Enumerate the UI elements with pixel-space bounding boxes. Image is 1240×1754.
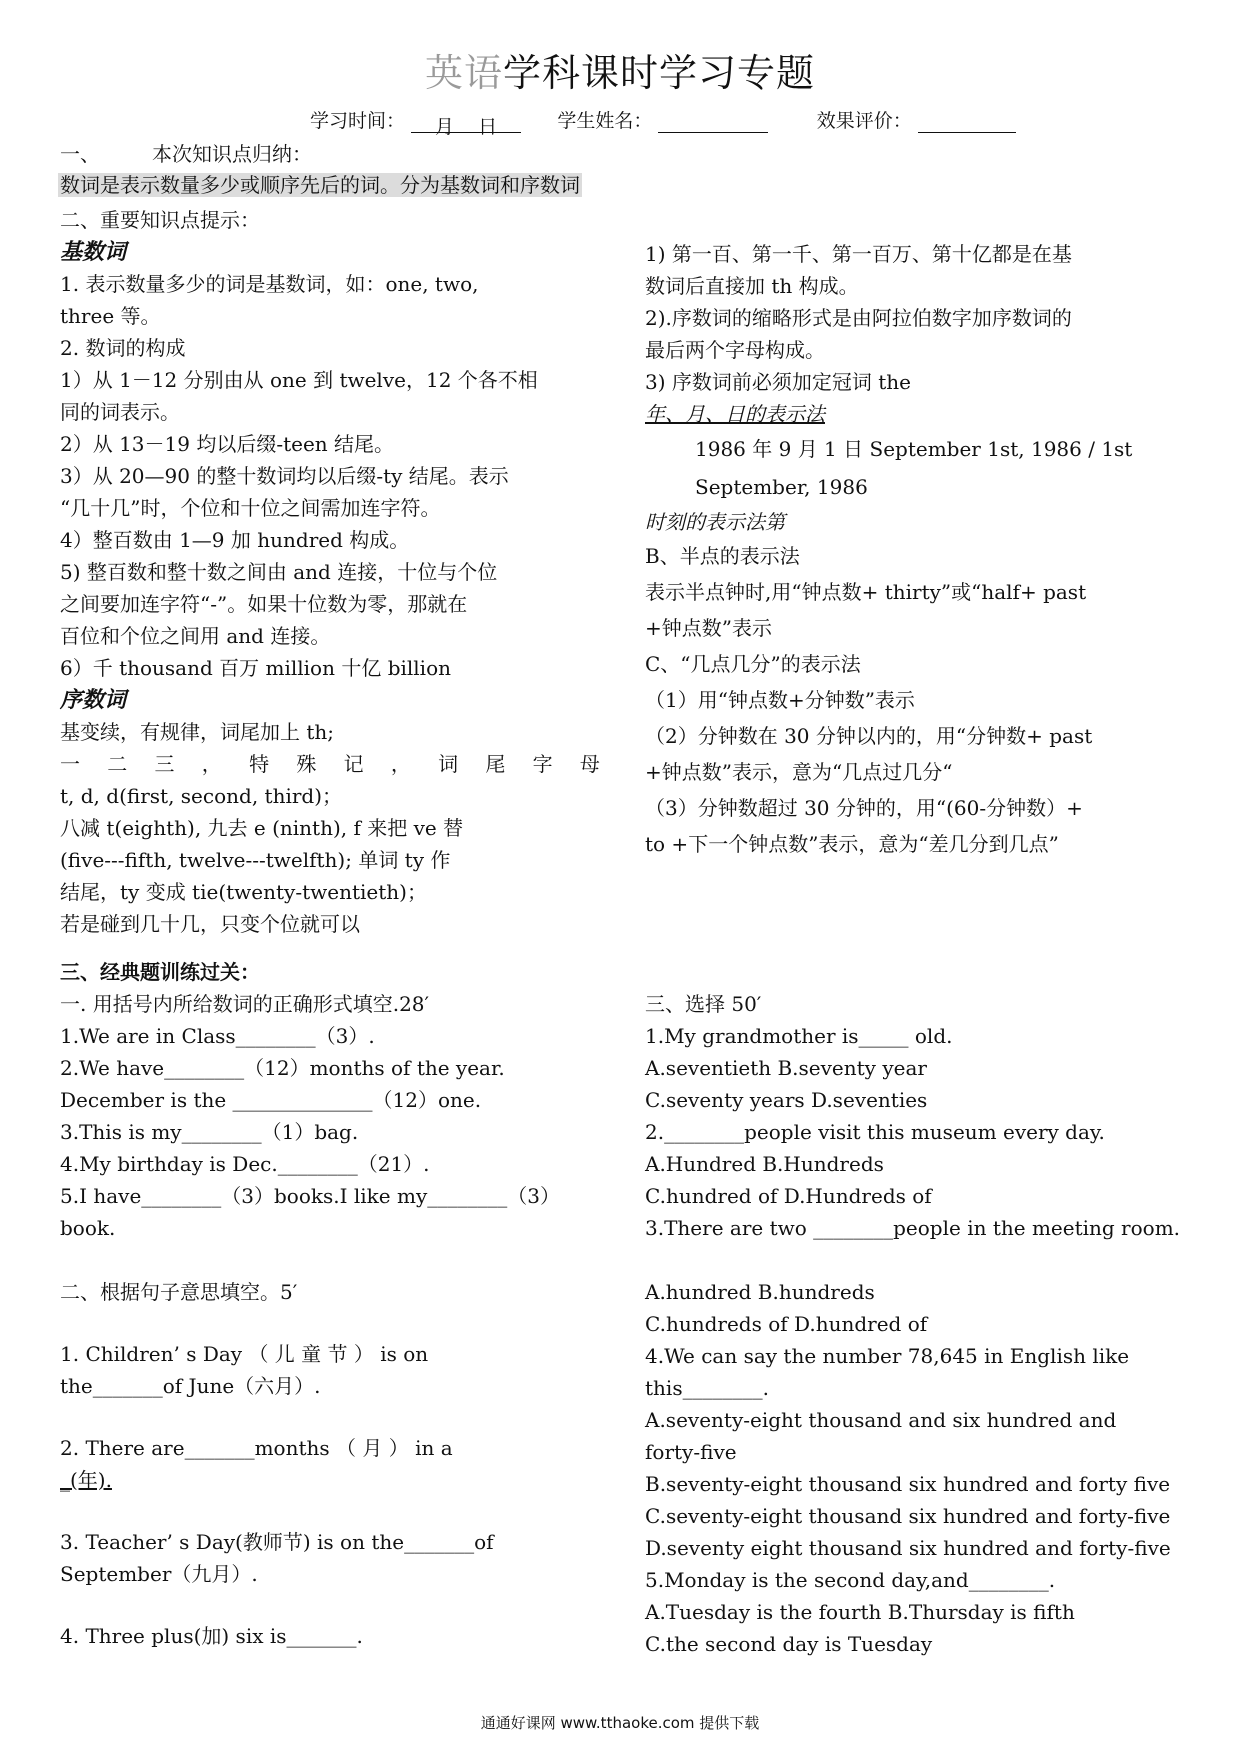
ordinal-rule: 3) 序数词前必须加定冠词 the <box>645 370 911 394</box>
page-title <box>0 42 1240 97</box>
question-text: _(年). <box>60 1468 112 1492</box>
ordinal-line: (five---fifth, twelve---twelfth); 单词 ty 作 <box>60 848 451 872</box>
time-rule: （2）分钟数在 30 分钟以内的，用“分钟数+ past <box>645 724 1093 748</box>
ordinal-rule: 数词后直接加 th 构成。 <box>645 274 859 298</box>
spaced-char: 一 <box>60 752 80 776</box>
choice-line: C.seventy-eight thousand six hundred and forty-five <box>645 1504 1171 1528</box>
time-rule: C、“几点几分”的表示法 <box>645 652 861 676</box>
time-rule: （1）用“钟点数+分钟数”表示 <box>645 688 915 712</box>
question: 3.This is my________（1）bag. <box>60 1120 359 1144</box>
question: 5.I have________（3）books.I like my________（3） <box>60 1184 560 1208</box>
title-rest: 学科课时学习专题 <box>503 51 816 95</box>
ordinal-line: 八减 t(eighth), 九去 e (ninth), f 来把 ve 替 <box>60 816 464 840</box>
cardinal-line: 4）整百数由 1—9 加 hundred 构成。 <box>60 528 410 552</box>
section-1-summary <box>58 169 582 201</box>
month-label: 月 <box>434 116 454 138</box>
exercise-2 <box>60 1276 600 1652</box>
header-info <box>310 106 1016 138</box>
spaced-char: 记 <box>343 752 364 776</box>
cardinal-line: 5) 整百数和整十数之间由 and 连接，十位与个位 <box>60 560 498 584</box>
section-2-heading: 二、重要知识点提示： <box>60 208 260 232</box>
choice-line: forty-five <box>645 1440 737 1464</box>
time-rule: 表示半点钟时,用“钟点数+ thirty”或“half+ past <box>645 580 1087 604</box>
section-1-label: 本次知识点归纳： <box>152 142 312 166</box>
question: December is the ______________（12）one. <box>60 1088 482 1112</box>
cardinal-line: three 等。 <box>60 304 161 328</box>
choice-line: A.seventieth B.seventy year <box>645 1056 927 1080</box>
student-name-field[interactable] <box>658 112 768 133</box>
exercise-2-heading: 二、根据句子意思填空。5′ <box>60 1280 298 1304</box>
eval-field[interactable] <box>918 112 1016 133</box>
title-subject: 英语 <box>424 51 503 95</box>
spaced-char: 二 <box>107 752 128 776</box>
ordinal-line: 基变续，有规律，词尾加上 th; <box>60 720 335 744</box>
cardinal-line: “几十几”时，个位和十位之间需加连字符。 <box>60 496 441 520</box>
choice-line: A.seventy-eight thousand and six hundred and <box>645 1408 1117 1432</box>
spaced-char: 殊 <box>296 752 317 776</box>
date-example: September, 1986 <box>695 475 868 499</box>
choice-line: C.the second day is Tuesday <box>645 1632 933 1656</box>
time-rule: +钟点数”表示 <box>645 616 772 640</box>
question: September（九月）. <box>60 1562 258 1586</box>
ordinal-rule: 2).序数词的缩略形式是由阿拉伯数字加序数词的 <box>645 306 1072 330</box>
day-label: 日 <box>478 116 498 138</box>
time-rule: B、半点的表示法 <box>645 544 800 568</box>
study-time-label: 学习时间： <box>310 110 406 132</box>
cardinal-heading: 基数词 <box>60 239 127 265</box>
right-column <box>645 238 1190 862</box>
spaced-char: 字 <box>532 752 553 776</box>
time-rule: to +下一个钟点数”表示，意为“差几分到几点” <box>645 832 1059 856</box>
choice-line: C.seventy years D.seventies <box>645 1088 928 1112</box>
section-1-heading <box>60 138 312 170</box>
spaced-char: ， <box>201 752 222 776</box>
choice-line: A.hundred B.hundreds <box>645 1280 875 1304</box>
choice-line: 3.There are two ________people in the meeting room. <box>645 1216 1181 1240</box>
choice-line: 4.We can say the number 78,645 in English like <box>645 1344 1130 1368</box>
choice-line: A.Tuesday is the fourth B.Thursday is fifth <box>645 1600 1075 1624</box>
spaced-char: ， <box>390 752 411 776</box>
section-1-num: 一、 <box>60 142 100 166</box>
ordinal-heading: 序数词 <box>60 687 127 713</box>
section-3-heading: 三、经典题训练过关： <box>60 960 260 984</box>
cardinal-line: 同的词表示。 <box>60 400 180 424</box>
question <box>60 1464 600 1496</box>
cardinal-line: 1）从 1－12 分别由从 one 到 twelve，12 个各不相 <box>60 368 538 392</box>
exercise-1 <box>60 988 600 1244</box>
choice-line: B.seventy-eight thousand six hundred and forty five <box>645 1472 1171 1496</box>
ordinal-rule: 最后两个字母构成。 <box>645 338 825 362</box>
question: the_______of June（六月）. <box>60 1374 321 1398</box>
cardinal-line: 2）从 13－19 均以后缀-teen 结尾。 <box>60 432 395 456</box>
choice-line: C.hundreds of D.hundred of <box>645 1312 928 1336</box>
choice-line: D.seventy eight thousand six hundred and forty-five <box>645 1536 1171 1560</box>
cardinal-line: 1. 表示数量多少的词是基数词，如：one, two, <box>60 272 479 296</box>
spaced-char: 三 <box>154 752 175 776</box>
question: 4. Three plus(加) six is_______. <box>60 1624 363 1648</box>
spaced-char: 尾 <box>485 752 506 776</box>
question: 3. Teacher’ s Day(教师节) is on the_______of <box>60 1530 494 1554</box>
choice-line: C.hundred of D.Hundreds of <box>645 1184 932 1208</box>
cardinal-line: 6）千 thousand 百万 million 十亿 billion <box>60 656 452 680</box>
spaced-char: 母 <box>579 752 600 776</box>
date-heading: 年、月、日的表示法 <box>645 402 825 426</box>
student-label: 学生姓名： <box>557 110 653 132</box>
date-example: 1986 年 9 月 1 日 September 1st, 1986 / 1st <box>695 437 1133 461</box>
summary-highlight: 数词是表示数量多少或顺序先后的词。分为基数词和序数词 <box>60 173 580 197</box>
ordinal-line: 若是碰到几十几，只变个位就可以 <box>60 912 360 936</box>
choice-line: 5.Monday is the second day,and________. <box>645 1568 1056 1592</box>
time-heading: 时刻的表示法第 <box>645 510 785 534</box>
question: 2. There are_______months （ 月 ） in a <box>60 1436 453 1460</box>
exercise-1-heading: 一. 用括号内所给数词的正确形式填空.28′ <box>60 992 430 1016</box>
time-rule: +钟点数”表示，意为“几点过几分“ <box>645 760 953 784</box>
choice-line: 1.My grandmother is_____ old. <box>645 1024 953 1048</box>
cardinal-line: 之间要加连字符“-”。如果十位数为零，那就在 <box>60 592 468 616</box>
exercise-3-heading: 三、选择 50′ <box>645 992 762 1016</box>
choice-line: 2.________people visit this museum every day. <box>645 1120 1105 1144</box>
ordinal-rule: 1) 第一百、第一千、第一百万、第十亿都是在基 <box>645 242 1072 266</box>
question: 1.We are in Class________（3）. <box>60 1024 375 1048</box>
study-time-field[interactable] <box>411 112 521 138</box>
eval-label: 效果评价： <box>816 110 912 132</box>
spaced-char: 特 <box>249 752 270 776</box>
question: book. <box>60 1216 116 1240</box>
time-rule: （3）分钟数超过 30 分钟的，用“(60-分钟数）+ <box>645 796 1083 820</box>
footer: 通通好课网 www.tthaoke.com 提供下载 <box>480 1714 760 1732</box>
question: 2.We have________（12）months of the year. <box>60 1056 505 1080</box>
cardinal-line: 百位和个位之间用 and 连接。 <box>60 624 331 648</box>
ordinal-line: t, d, d(first, second, third)； <box>60 784 343 808</box>
left-column <box>60 236 600 940</box>
cardinal-line: 3）从 20—90 的整十数词均以后缀-ty 结尾。表示 <box>60 464 509 488</box>
question: 4.My birthday is Dec.________（21）. <box>60 1152 430 1176</box>
choice-line: A.Hundred B.Hundreds <box>645 1152 884 1176</box>
ordinal-spaced-line <box>60 748 600 780</box>
choice-line: this________. <box>645 1376 769 1400</box>
cardinal-line: 2. 数词的构成 <box>60 336 186 360</box>
exercise-3 <box>645 988 1190 1660</box>
spaced-char: 词 <box>438 752 459 776</box>
ordinal-line: 结尾，ty 变成 tie(twenty-twentieth)； <box>60 880 427 904</box>
question: 1. Children’ s Day （ 儿 童 节 ） is on <box>60 1342 429 1366</box>
